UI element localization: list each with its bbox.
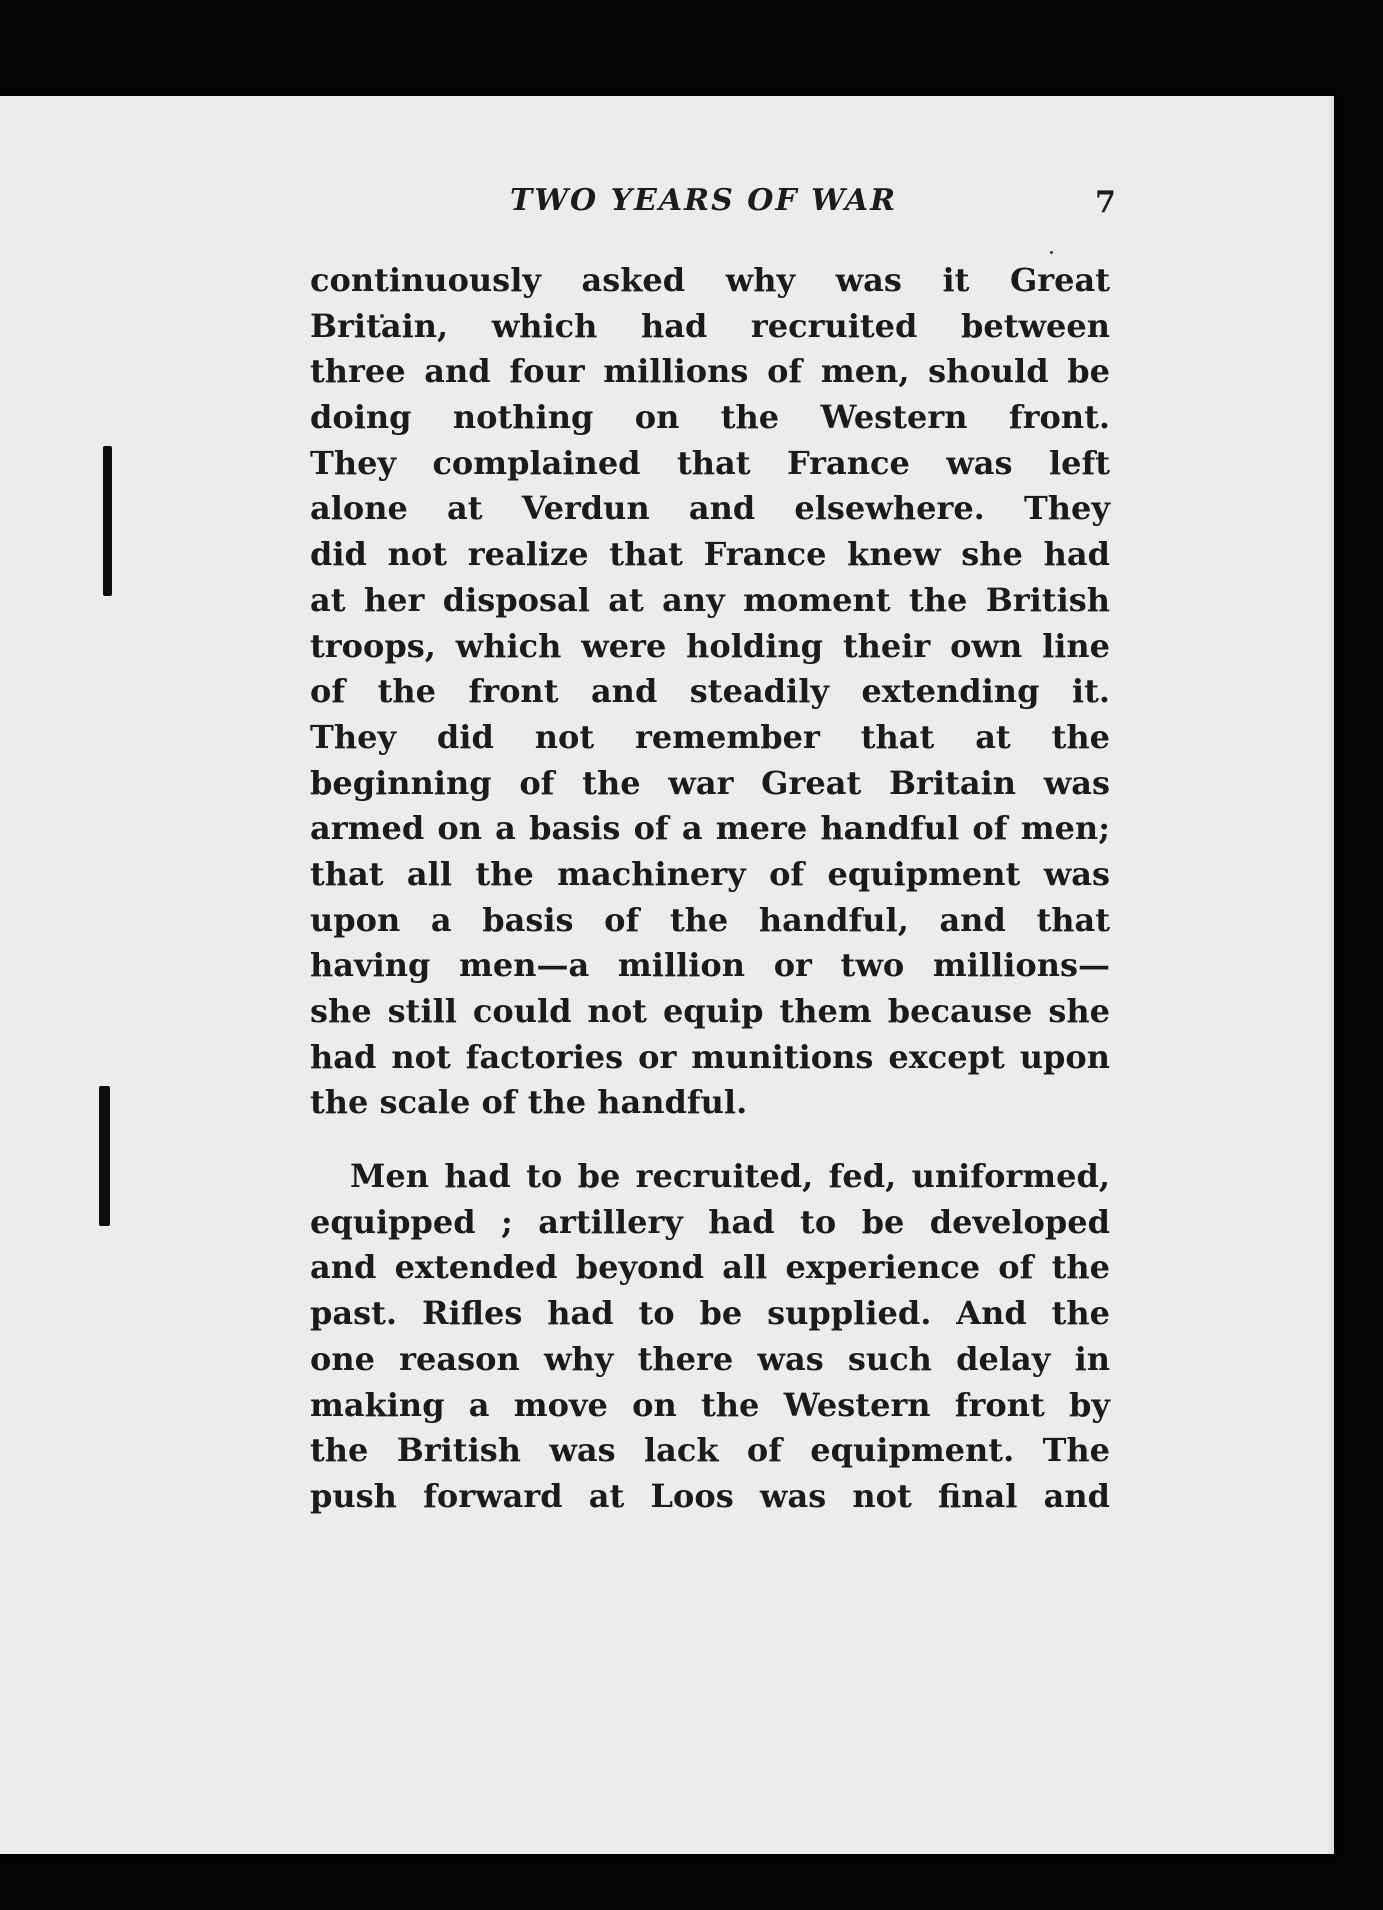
- text-line: past. Rifles had to be supplied. And the: [310, 1294, 1110, 1333]
- text-line: of the front and steadily extending it.: [310, 672, 1110, 711]
- text-line: did not realize that France knew she had: [310, 535, 1110, 574]
- text-line: the British was lack of equipment. The: [310, 1431, 1110, 1470]
- text-line: They complained that France was left: [310, 443, 1110, 482]
- text-line: They did not remember that at the: [310, 717, 1110, 756]
- text-line: and extended beyond all experience of the: [310, 1248, 1110, 1287]
- text-line: continuously asked why was it Great: [310, 261, 1110, 299]
- paragraph: [310, 258, 1110, 1126]
- text-line: one reason why there was such delay in: [310, 1339, 1110, 1378]
- body-text: [310, 258, 1110, 1520]
- binding-mark: [99, 1086, 110, 1226]
- text-line: Men had to be recruited, fed, uniformed,: [350, 1157, 1110, 1196]
- binding-mark: [103, 446, 112, 596]
- text-line: alone at Verdun and elsewhere. They: [310, 489, 1110, 528]
- text-line: the scale of the handful.: [310, 1083, 748, 1122]
- text-line: Britain, which had recruited between: [310, 306, 1110, 345]
- paper-speck: [1050, 251, 1053, 254]
- text-line: having men—a million or two millions—: [310, 946, 1110, 985]
- text-line: making a move on the Western front by: [310, 1385, 1110, 1424]
- text-line: beginning of the war Great Britain was: [310, 763, 1110, 802]
- page-header: [0, 183, 1334, 233]
- text-line: that all the machinery of equipment was: [310, 854, 1110, 893]
- paragraph: [310, 1154, 1110, 1520]
- running-title: TWO YEARS OF WAR: [510, 183, 898, 218]
- text-line: upon a basis of the handful, and that: [310, 900, 1110, 939]
- text-line: armed on a basis of a mere handful of men;: [310, 809, 1110, 848]
- text-line: three and four millions of men, should be: [310, 352, 1110, 391]
- text-line: troops, which were holding their own line: [310, 626, 1110, 665]
- text-line: at her disposal at any moment the British: [310, 580, 1110, 619]
- text-line: doing nothing on the Western front.: [310, 398, 1110, 437]
- page-number: 7: [1095, 185, 1116, 220]
- text-line: had not factories or munitions except upon: [310, 1037, 1110, 1076]
- text-line: equipped ; artillery had to be developed: [310, 1202, 1110, 1241]
- text-line: she still could not equip them because she: [310, 992, 1110, 1030]
- text-line: push forward at Loos was not final and: [310, 1476, 1110, 1515]
